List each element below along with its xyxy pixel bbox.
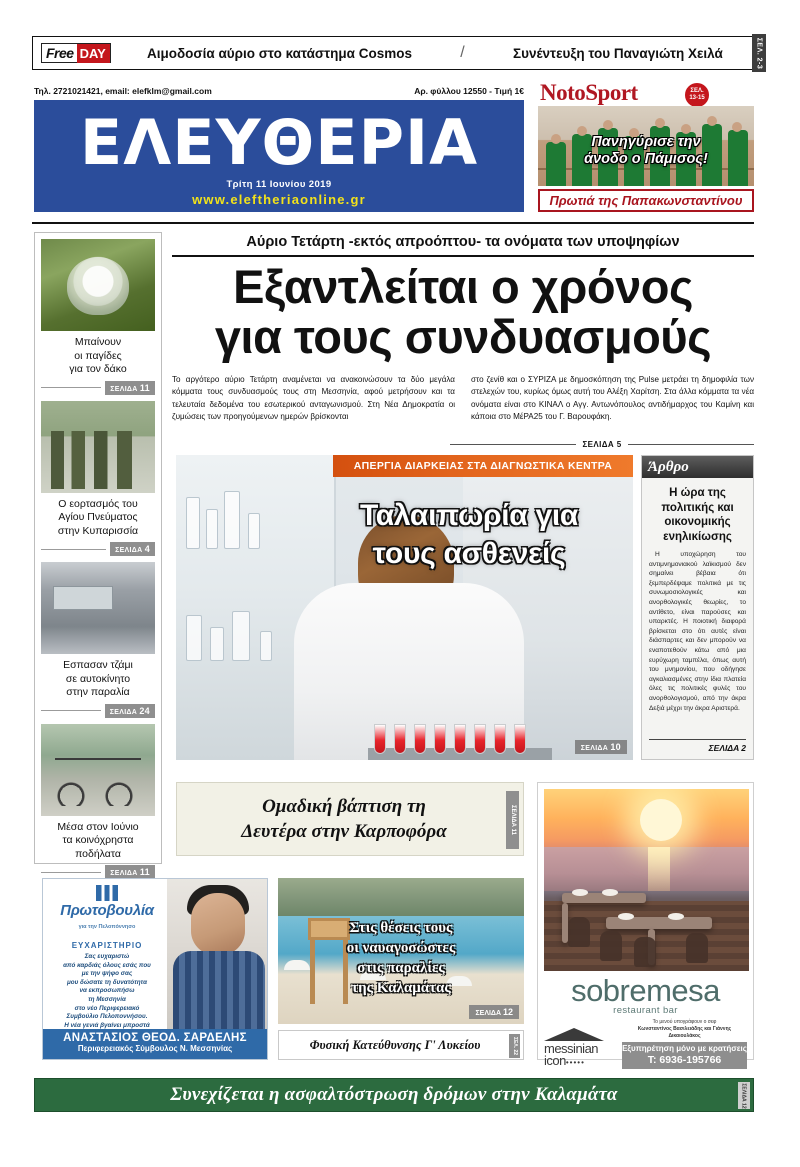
sidebar-caption: Ο εορτασμός του Αγίου Πνεύματος στην Κυπαρισσία — [57, 497, 139, 537]
main-photo-headline — [319, 497, 619, 573]
protovoulia-logo: Πρωτοβουλία για την Πελοπόννησο — [48, 885, 166, 935]
notosport-promo-box[interactable] — [538, 80, 754, 212]
roof-shape-icon — [544, 1028, 604, 1041]
left-sidebar — [34, 232, 162, 877]
opinion-body-text: Η υποχώρηση του αντιμνημονιακού λαϊκισμού δεν σημαίνει βέβαια ότι ξεμπερδέψαμε πολιτικά με τις συνωμοσιολογικές και ανορθολογικές θεωρίες, το αντίθετο, είναι παρούσες και υπαρκτές. Η ποιοτική διαφορά βρίσκεται στο ότι αυτές είναι διάσπαρτες και δεν μπορούν να εναποτεθούν κάτω από μια ευρύχωρη ταμπέλα, όπως αυτή του μνημονίου, που οδήγησε αγκαλιασμένες στην ίδια πλατεία όλες τις πολιτικές φυλές του ανορθολογισμού, από την άκρα Δεξιά μέχρι την άκρα Αριστερά. — [649, 551, 746, 712]
teaser-page-tag: ΣΕΛ. 2-3 — [752, 34, 766, 72]
baptism-story-strip[interactable] — [176, 782, 524, 856]
candidate-face — [191, 893, 245, 955]
strike-banner: ΑΠΕΡΓΙΑ ΔΙΑΡΚΕΙΑΣ ΣΤΑ ΔΙΑΓΝΩΣΤΙΚΑ ΚΕΝΤΡΑ — [333, 455, 633, 477]
notosport-logo: NotoSport — [540, 80, 638, 105]
teaser-separator: / — [460, 44, 465, 61]
thank-you-body: Σας ευχαριστώ από καρδιάς όλους εσάς που με την ψήφο σας μου δώσατε τη δυνατότητα να εκπροσωπήσω τη Μεσσηνία στο νέο Περιφερειακό Συμβούλιο Πελοποννήσου. Η νέα γενιά βγαίνει μπροστά — [63, 953, 151, 1029]
opinion-page-reference: ΣΕΛΙΔΑ 2 — [649, 739, 746, 753]
notosport-page-stamp: ΣΕΛ. 13-15 — [684, 82, 710, 108]
teaser-items — [111, 44, 753, 62]
freeday-free-text: Free — [46, 44, 74, 61]
lead-headline[interactable] — [172, 262, 754, 362]
sidebar-item-olive-traps[interactable] — [41, 239, 155, 395]
beach-page-tag: ΣΕΛΙΔΑ 12 — [469, 1005, 519, 1019]
sidebar-item-holy-spirit-celebration[interactable] — [41, 401, 155, 557]
masthead-website-url[interactable]: www.eleftheriaonline.gr — [192, 192, 366, 207]
teaser-item-blood-donation[interactable]: Αιμοδοσία αύριο στο κατάστημα Cosmos — [146, 45, 412, 61]
hillside — [278, 878, 524, 916]
physics-exam-title: Φυσική Κατεύθυνσης Γ' Λυκείου — [309, 1037, 481, 1052]
lead-headline-line1: Εξαντλείται ο χρόνος — [233, 260, 693, 313]
masthead-title: ΕΛΕΥΘΕΡΙΑ — [79, 106, 479, 179]
political-ad-text-side — [43, 879, 171, 1031]
baptism-headline: Ομαδική βάπτιση τη Δευτέρα στην Καρποφόρα — [241, 796, 447, 842]
plate — [572, 889, 588, 896]
issue-info: Αρ. φύλλου 12550 - Τιμή 1€ — [414, 86, 524, 96]
sea — [544, 847, 749, 891]
sobremesa-tagline: restaurant bar — [613, 1005, 678, 1016]
lead-kicker: Αύριο Τετάρτη -εκτός απροόπτου- τα ονόματα των υποψηφίων — [172, 234, 754, 257]
chair — [686, 933, 708, 963]
beach-lifeguard-story[interactable] — [278, 878, 524, 1024]
chair — [568, 917, 590, 947]
page-tag: ΣΕΛΙΔΑ 24 — [105, 704, 155, 718]
basketball-team-photo — [538, 106, 754, 186]
candidate-name-bar — [43, 1029, 267, 1059]
sun-reflection — [648, 847, 670, 891]
notosport-caption: Πανηγύρισε την άνοδο ο Πάμισος! — [584, 134, 708, 167]
test-tubes — [374, 716, 544, 754]
candidate-checked-shirt — [173, 951, 265, 1031]
plate — [618, 913, 634, 920]
shared-bicycles-photo — [41, 724, 155, 816]
sidebar-page-ref — [41, 542, 155, 556]
rule-right — [628, 444, 754, 445]
lead-body-column-1: Το αργότερο αύριο Τετάρτη αναμένεται να ανακοινώσουν τα δύο μεγάλα κόμματα τους συνδυασμούς τους στη Μεσσηνία, αφού μετρήσουν και τα τελευταία δεδομένα του εσωτερικού ανταγωνισμού. Στη Νέα Δημοκρατία οι ζυμώσεις των προηγούμενων ημερών βρίσκονται — [172, 375, 455, 422]
main-photo-story[interactable] — [176, 455, 633, 760]
contact-info: Τηλ. 2721021421, email: elefklm@gmail.com — [34, 86, 212, 96]
thank-you-title: ΕΥΧΑΡΙΣΤΗΡΙΟ — [71, 941, 143, 950]
baptism-page-tag: ΣΕΛΙΔΑ 11 — [506, 791, 519, 849]
main-photo-headline-line1: Ταλαιπωρία για — [359, 499, 579, 532]
rule-left — [450, 444, 576, 445]
page-tag: ΣΕΛΙΔΑ 11 — [105, 381, 155, 395]
notosport-subheadline[interactable]: Πρωτιά της Παπακωνσταντίνου — [538, 189, 754, 212]
freeday-logo — [41, 43, 111, 63]
green-banner-page-tag: ΣΕΛΙΔΑ 12 — [738, 1082, 750, 1109]
rule — [41, 710, 101, 711]
sobremesa-phone[interactable]: Τ: 6936-195766 — [647, 1054, 722, 1066]
broken-car-window-photo — [41, 562, 155, 654]
header-divider — [32, 222, 754, 224]
sidebar-caption: Εσπασαν τζάμι σε αυτοκίνητο στην παραλία — [63, 659, 133, 698]
sidebar-item-shared-bicycles[interactable] — [41, 724, 155, 880]
rule — [41, 872, 101, 873]
sidebar-page-ref — [41, 704, 155, 718]
lead-page-reference: ΣΕΛΙΔΑ 5 — [450, 440, 754, 449]
rule — [41, 549, 106, 550]
sobremesa-reservation-box: Εξυπηρέτηση μόνο με κρατήσεις Τ: 6936-195766 — [622, 1042, 747, 1069]
publication-info-line — [34, 86, 524, 96]
page-tag: ΣΕΛΙΔΑ 11 — [105, 865, 155, 879]
sun — [640, 799, 682, 841]
opinion-article-box[interactable] — [641, 455, 754, 760]
sobremesa-brand-name: sobremesa — [571, 973, 720, 1008]
olive-fly-trap-photo — [41, 239, 155, 331]
sobremesa-footer — [544, 1019, 747, 1069]
physics-page-tag: ΣΕΛ. 22 — [509, 1034, 520, 1058]
green-banner-text: Συνεχίζεται η ασφαλτόστρωση δρόμων στην Καλαμάτα — [170, 1084, 618, 1105]
candidate-name: ΑΝΑΣΤΑΣΙΟΣ ΘΕΟΔ. ΣΑΡΔΕΛΗΣ — [63, 1032, 247, 1044]
sobremesa-info: Το μενού υπογράφουν ο σεφ Κωνσταντίνος Βασιλειάδης και Γιάννης Δικαιουλάκος Εξυπηρέτηση μόνο με κρατήσεις Τ: 6936-195766 — [622, 1019, 747, 1069]
plate — [668, 913, 684, 920]
candidate-role: Περιφερειακός Σύμβουλος Ν. Μεσσηνίας — [77, 1044, 233, 1053]
lead-body — [172, 374, 754, 424]
candidate-portrait-photo — [167, 879, 267, 1031]
bottom-green-banner[interactable] — [34, 1078, 754, 1112]
opinion-title: Η ώρα της πολιτικής και οικονομικής ενηλικίωσης — [661, 487, 734, 543]
soldiers-parade-photo — [41, 401, 155, 493]
sidebar-caption: Μέσα στον Ιούνιο τα κοινόχρηστα ποδήλατα — [57, 820, 139, 860]
sidebar-item-broken-car-window[interactable] — [41, 562, 155, 718]
masthead-date: Τρίτη 11 Ιουνίου 2019 — [226, 179, 332, 190]
protovoulia-mark-icon — [96, 885, 118, 901]
chair — [634, 937, 656, 967]
messinian-icon-logo: messinian icon••••• — [544, 1028, 618, 1069]
sidebar-caption: Μπαίνουν οι παγίδες για τον δάκο — [69, 336, 127, 375]
main-photo-page-tag: ΣΕΛΙΔΑ 10 — [575, 740, 627, 754]
lead-headline-line2: για τους συνδυασμούς — [214, 310, 712, 363]
lead-body-column-2: στο ζενίθ και ο ΣΥΡΙΖΑ με δημοσκόπηση της Pulse μετράει τη δημοφιλία των στελεχών του, κυρίως όμως αυτή του Αλέξη Χαρίτση. Στα άλλα κόμματα τα νέα ονόματα είναι στο ΚΙΝΑΛ ο Αγγ. Αντωνόπουλος αντιδήμαρχος του Καμίνη και κάποια στο ΜέΡΑ25 του Γ. Βαρουφάκη. — [471, 375, 754, 422]
top-teaser-bar — [32, 36, 754, 70]
page-tag: ΣΕΛΙΔΑ 4 — [110, 542, 155, 556]
rule — [41, 387, 101, 388]
political-thank-you-ad[interactable] — [42, 878, 268, 1060]
sobremesa-restaurant-ad[interactable] — [537, 782, 754, 1068]
beach-headline: Στις θέσεις τους οι ναυαγοσώστες στις παραλίες της Καλαμάτας — [346, 920, 456, 996]
freeday-day-text: DAY — [77, 44, 110, 63]
physics-exam-strip[interactable] — [278, 1030, 524, 1060]
sidebar-page-ref — [41, 865, 155, 879]
masthead — [34, 100, 524, 212]
sunset-restaurant-terrace-photo — [544, 789, 749, 971]
chair — [600, 931, 622, 961]
main-photo-headline-line2: τους ασθενείς — [372, 537, 566, 570]
sidebar-page-ref — [41, 381, 155, 395]
teaser-item-interview[interactable]: Συνέντευξη του Παναγιώτη Χειλά — [512, 45, 723, 61]
icon-word-with-stars: icon••••• — [544, 1053, 585, 1068]
opinion-box-header: Άρθρο — [642, 456, 753, 478]
plate — [602, 889, 618, 896]
